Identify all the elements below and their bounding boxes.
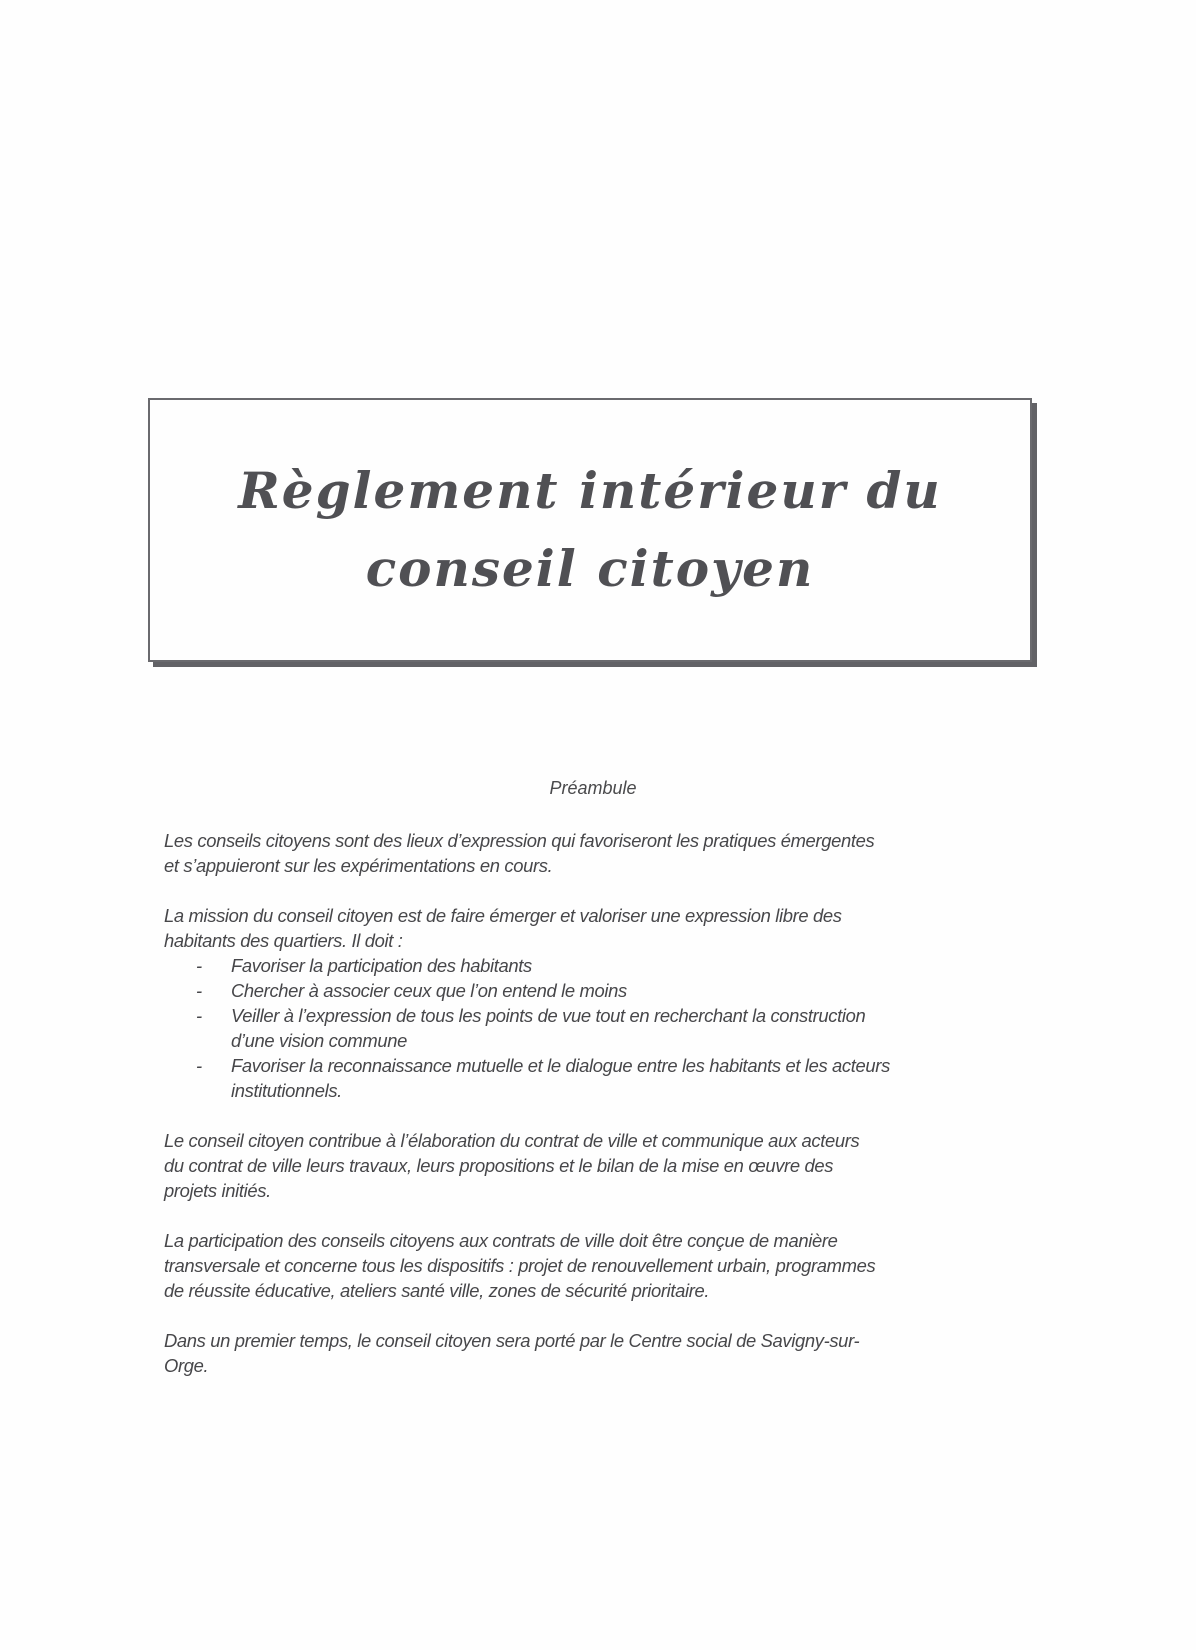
document-title-line-2: conseil citoyen — [365, 539, 815, 598]
bullet-dash-icon: - — [196, 1055, 202, 1076]
text-line: projets initiés. — [164, 1180, 271, 1201]
text-line: La participation des conseils citoyens aux contrats de ville doit être conçue de manière — [164, 1230, 838, 1251]
bullet-dash-icon: - — [196, 980, 202, 1001]
paragraph-first-phase — [164, 1328, 1034, 1378]
text-line: Les conseils citoyens sont des lieux d’expression qui favoriseront les pratiques émergentes — [164, 830, 875, 851]
text-line: et s’appuieront sur les expérimentations en cours. — [164, 855, 553, 876]
paragraph-mission — [164, 903, 1034, 953]
text-line: transversale et concerne tous les dispositifs : projet de renouvellement urbain, programmes — [164, 1255, 876, 1276]
bullet-dash-icon: - — [196, 955, 202, 976]
document-title-line-1: Règlement intérieur du — [238, 461, 942, 520]
text-line: Favoriser la reconnaissance mutuelle et le dialogue entre les habitants et les acteurs — [231, 1055, 890, 1076]
list-item — [164, 953, 1034, 978]
text-line: habitants des quartiers. Il doit : — [164, 930, 403, 951]
paragraph-contribution — [164, 1128, 1034, 1203]
text-line: La mission du conseil citoyen est de faire émerger et valoriser une expression libre des — [164, 905, 842, 926]
text-line: Le conseil citoyen contribue à l’élaboration du contrat de ville et communique aux acteurs — [164, 1130, 860, 1151]
text-line: Orge. — [164, 1355, 209, 1376]
text-line: de réussite éducative, ateliers santé ville, zones de sécurité prioritaire. — [164, 1280, 710, 1301]
list-item — [164, 978, 1034, 1003]
section-heading — [0, 778, 1196, 799]
text-line: du contrat de ville leurs travaux, leurs propositions et le bilan de la mise en œuvre des — [164, 1155, 834, 1176]
text-line: Chercher à associer ceux que l’on entend le moins — [231, 980, 627, 1001]
title-box — [148, 398, 1032, 662]
paragraph-intro — [164, 828, 1034, 878]
bullet-dash-icon: - — [196, 1005, 202, 1026]
text-line: Dans un premier temps, le conseil citoyen sera porté par le Centre social de Savigny-sur- — [164, 1330, 860, 1351]
list-item — [164, 1003, 1034, 1053]
mission-bullet-list — [164, 953, 1034, 1103]
text-line: Favoriser la participation des habitants — [231, 955, 532, 976]
text-line: institutionnels. — [231, 1080, 342, 1101]
paragraph-participation — [164, 1228, 1034, 1303]
list-item — [164, 1053, 1034, 1103]
text-line: d’une vision commune — [231, 1030, 407, 1051]
text-line: Veiller à l’expression de tous les points de vue tout en recherchant la construction — [231, 1005, 866, 1026]
section-heading-text: Préambule — [549, 778, 637, 798]
document-body — [164, 828, 1034, 1403]
